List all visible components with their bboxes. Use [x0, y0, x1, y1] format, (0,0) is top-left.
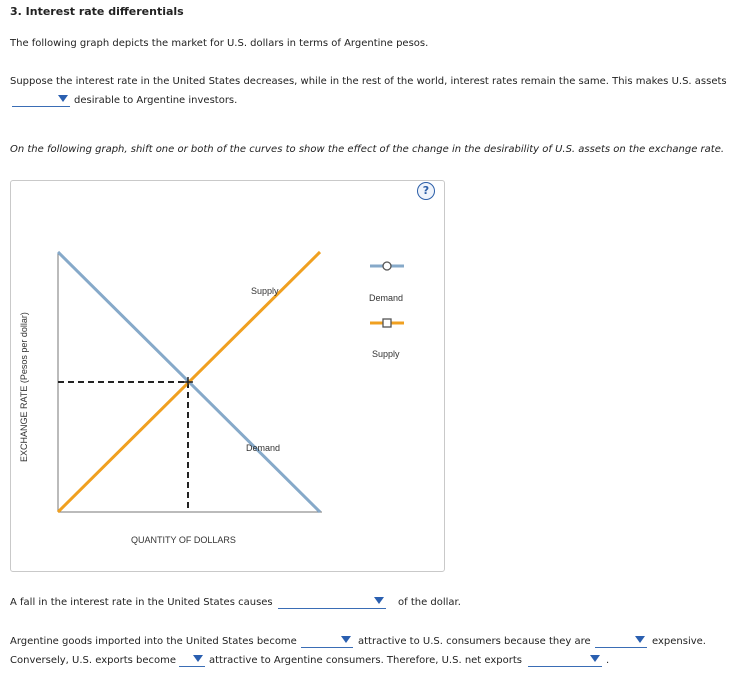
- help-button[interactable]: ?: [417, 182, 435, 200]
- chevron-down-icon: [635, 636, 645, 643]
- question-3-end: expensive.: [652, 636, 706, 647]
- legend-supply-label: Supply: [372, 349, 400, 359]
- chevron-down-icon: [374, 597, 384, 604]
- legend-demand-label: Demand: [369, 293, 404, 303]
- question-2-text: A fall in the interest rate in the United States causes: [10, 597, 273, 608]
- intro-text: The following graph depicts the market for U.S. dollars in terms of Argentine pesos.: [10, 38, 429, 49]
- question-3-text: Argentine goods imported into the United States become: [10, 636, 297, 647]
- circle-marker-icon: [383, 262, 391, 270]
- supply-shift-tool[interactable]: [370, 319, 404, 359]
- question-4-end: .: [606, 655, 610, 666]
- graph-instruction: On the following graph, shift one or both of the curves to show the effect of the change in the desirability of U.S. assets on the exchange rate.: [10, 144, 725, 155]
- question-1-continuation: desirable to Argentine investors.: [74, 95, 238, 106]
- question-2-continuation: of the dollar.: [398, 597, 461, 608]
- x-axis-label: QUANTITY OF DOLLARS: [131, 535, 236, 545]
- import-cost-dropdown[interactable]: [595, 635, 647, 648]
- supply-curve-label: Supply: [251, 286, 279, 296]
- export-attractiveness-dropdown[interactable]: [179, 654, 205, 667]
- demand-shift-tool[interactable]: [369, 262, 404, 303]
- chevron-down-icon: [590, 655, 600, 662]
- question-1-text: Suppose the interest rate in the United States decreases, while in the rest of the world, interest rates remain the same. This makes U.S. assets: [10, 76, 727, 87]
- import-attractiveness-dropdown[interactable]: [301, 635, 353, 648]
- chevron-down-icon: [341, 636, 351, 643]
- y-axis-label: EXCHANGE RATE (Pesos per dollar): [19, 312, 29, 462]
- chevron-down-icon: [193, 655, 203, 662]
- net-exports-dropdown[interactable]: [528, 654, 602, 667]
- square-marker-icon: [383, 319, 391, 327]
- question-3-middle: attractive to U.S. consumers because they are: [358, 636, 591, 647]
- question-4-middle: attractive to Argentine consumers. Therefore, U.S. net exports: [209, 655, 523, 666]
- exchange-rate-effect-dropdown[interactable]: [278, 596, 386, 609]
- demand-curve-label: Demand: [246, 443, 281, 453]
- question-4-text: Conversely, U.S. exports become: [10, 655, 177, 666]
- question-heading: 3. Interest rate differentials: [10, 5, 184, 18]
